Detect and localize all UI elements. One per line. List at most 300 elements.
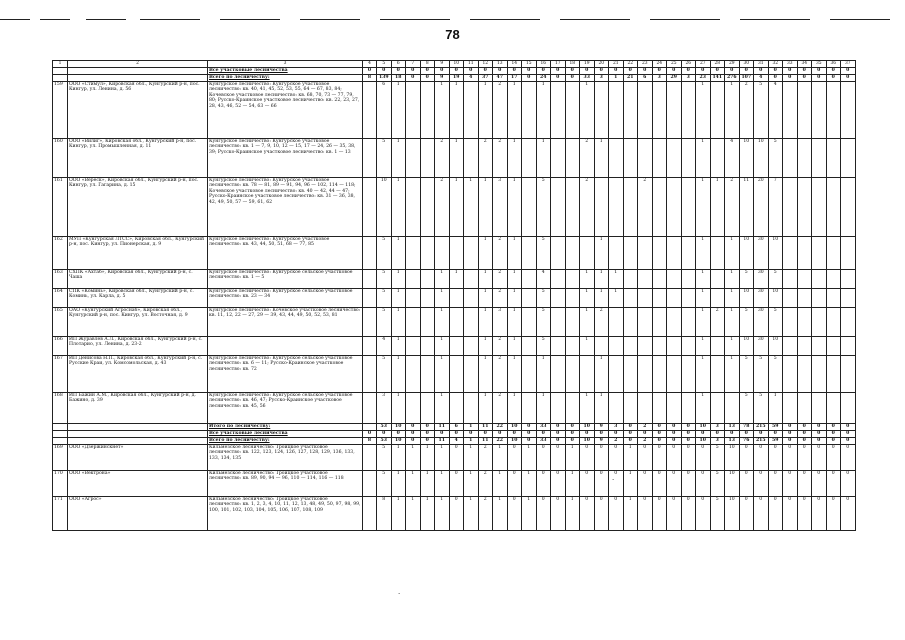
scan-mark: · (612, 476, 615, 484)
value-cell: 1 (594, 288, 609, 307)
value-cell (522, 288, 537, 307)
value-cell: 33 (536, 437, 551, 444)
value-cell: 4 (464, 74, 479, 81)
value-cell (363, 496, 377, 530)
value-cell (363, 236, 377, 269)
column-number: 4 (363, 61, 377, 68)
value-cell (841, 138, 856, 177)
value-cell (638, 336, 653, 355)
value-cell: 0 (696, 67, 711, 74)
value-cell (609, 392, 624, 423)
value-cell: 1 (725, 288, 740, 307)
column-number: 28 (710, 61, 725, 68)
organization: ООО «Вектрона» (68, 470, 208, 496)
value-cell: 0 (623, 430, 638, 437)
value-cell: 1 (696, 81, 711, 138)
scan-mark: · (398, 590, 401, 598)
value-cell (565, 392, 580, 423)
value-cell: 2 (638, 423, 653, 430)
row-number: 160 (53, 138, 68, 177)
organization: ИП Журавлев А.Л., Кировская обл., Кунгурский р-н, с. Плотарио, ул. Ленина, д. 23-2 (68, 336, 208, 355)
value-cell (522, 138, 537, 177)
value-cell: 0 (783, 74, 798, 81)
value-cell (797, 392, 812, 423)
value-cell: 0 (710, 430, 725, 437)
value-cell (841, 307, 856, 336)
value-cell: 0 (812, 423, 827, 430)
value-cell: 1 (391, 444, 406, 470)
value-cell (652, 355, 667, 392)
forest-areas: Кильмезское лесничество: Троицкое участковое лесничество: кв. 89, 90, 94 — 96, 110 — 114, 116 — 118 (208, 470, 363, 496)
value-cell: 0 (565, 437, 580, 444)
value-cell: 4 (768, 81, 783, 138)
value-cell: 1 (565, 444, 580, 470)
value-cell: 10 (391, 423, 406, 430)
value-cell: 1 (406, 496, 421, 530)
value-cell: 0 (522, 67, 537, 74)
table-row (53, 392, 856, 423)
page-number: 78 (445, 27, 460, 42)
value-cell: 0 (681, 430, 696, 437)
value-cell: 1 (725, 81, 740, 138)
value-cell (363, 177, 377, 236)
value-cell (783, 236, 798, 269)
value-cell: 2 (638, 177, 653, 236)
organization: ООО «Вереск», Кировская обл., Кунгурский р-н, пос. Кингур, ул. Гагарина, д. 15 (68, 177, 208, 236)
value-cell: 10 (391, 437, 406, 444)
value-cell: 0 (739, 67, 754, 74)
value-cell (710, 269, 725, 288)
value-cell (623, 81, 638, 138)
value-cell: 0 (652, 444, 667, 470)
value-cell (551, 81, 566, 138)
value-cell: 6 (449, 423, 464, 430)
value-cell (812, 336, 827, 355)
value-cell: 1 (478, 288, 493, 307)
table-row (53, 288, 856, 307)
value-cell (464, 269, 479, 288)
value-cell: 0 (464, 67, 479, 74)
value-cell: 0 (565, 423, 580, 430)
value-cell (681, 307, 696, 336)
forest-areas (208, 336, 363, 355)
value-cell: 0 (420, 423, 435, 430)
organization (68, 423, 208, 430)
value-cell (363, 307, 377, 336)
value-cell: 1 (507, 81, 522, 138)
value-cell (420, 81, 435, 138)
value-cell: 11 (435, 437, 450, 444)
value-cell (667, 355, 682, 392)
value-cell: 1 (594, 269, 609, 288)
value-cell (551, 307, 566, 336)
column-number: 19 (580, 61, 595, 68)
forest-areas: Кунгурское лесничество: Кунгурское сельское участковое лесничество: кв. 23 — 34 (208, 288, 363, 307)
value-cell: 0 (420, 67, 435, 74)
table-row (53, 138, 856, 177)
value-cell (565, 269, 580, 288)
value-cell: 0 (565, 67, 580, 74)
value-cell: 0 (420, 430, 435, 437)
value-cell: 0 (507, 430, 522, 437)
column-number: 22 (623, 61, 638, 68)
value-cell: 0 (435, 430, 450, 437)
value-cell: 1 (391, 470, 406, 496)
value-cell: 0 (783, 470, 798, 496)
value-cell: 20 (754, 177, 769, 236)
value-cell (522, 81, 537, 138)
value-cell: 11 (739, 177, 754, 236)
value-cell: 2 (478, 470, 493, 496)
value-cell: 0 (391, 430, 406, 437)
value-cell: 1 (696, 236, 711, 269)
value-cell (812, 288, 827, 307)
value-cell: 0 (638, 470, 653, 496)
value-cell (363, 138, 377, 177)
value-cell: 5 (536, 177, 551, 236)
value-cell: 3 (710, 423, 725, 430)
value-cell (797, 355, 812, 392)
value-cell: 0 (841, 437, 856, 444)
value-cell: 0 (638, 430, 653, 437)
row-number: 164 (53, 288, 68, 307)
value-cell: 0 (652, 437, 667, 444)
value-cell: 2 (739, 81, 754, 138)
value-cell: 5 (710, 444, 725, 470)
value-cell: 1 (464, 423, 479, 430)
value-cell: 0 (739, 496, 754, 530)
row-number: 161 (53, 177, 68, 236)
value-cell: 0 (580, 67, 595, 74)
column-number: 18 (565, 61, 580, 68)
value-cell: 5 (710, 496, 725, 530)
value-cell: 5 (377, 138, 392, 177)
value-cell: 0 (667, 496, 682, 530)
value-cell: 19 (449, 74, 464, 81)
value-cell: 1 (435, 307, 450, 336)
value-cell (652, 177, 667, 236)
forest-areas: Кунгурское лесничество: Кунгурское участковое лесничество: кв. 40, 41, 45, 52, 53, 55, 64 — 67, 83, 84; Кочевское участковое лесничество: кв. 68, 70, 73 — 77, 79, 80; Русско-Краинское участковое лесничество: кв. 22, 23, 27, 28, 43, 46, 52 — 54, 63 — 66 (208, 81, 363, 138)
value-cell (826, 177, 841, 236)
value-cell: 1 (536, 138, 551, 177)
value-cell: 5 (768, 307, 783, 336)
value-cell: 1 (594, 138, 609, 177)
value-cell: 5 (377, 288, 392, 307)
value-cell: 3 (493, 307, 508, 336)
value-cell (826, 236, 841, 269)
value-cell: 22 (493, 423, 508, 430)
value-cell (652, 81, 667, 138)
value-cell: 10 (377, 177, 392, 236)
value-cell: 0 (652, 67, 667, 74)
organization (68, 437, 208, 444)
forest-areas: Кунгурское лесничество: Кунгурское сельское участковое лесничество: кв. 46, 47; Русско-Краинское участковое лесничество: кв. 45, 56 (208, 392, 363, 423)
value-cell (406, 177, 421, 236)
value-cell: 1 (493, 496, 508, 530)
forest-areas: Кунгурское лесничество: Кунгурское участковое лесничество: кв. 78 — 81, 89 — 91, 94, 96 — 102, 114 — 118; Кочевское участковое лесничество: кв. 40 — 42, 44 — 47; Русско-Краинское участковое лесничество: кв. 31 — 36, 38, 42, 49, 50, 57 — 59, 61, 62 (208, 177, 363, 236)
column-number: 15 (522, 61, 537, 68)
column-number: 33 (783, 61, 798, 68)
value-cell (812, 392, 827, 423)
value-cell: 1 (507, 307, 522, 336)
value-cell: 0 (522, 437, 537, 444)
value-cell (449, 307, 464, 336)
value-cell (681, 138, 696, 177)
value-cell: 1 (696, 336, 711, 355)
value-cell: 1 (725, 307, 740, 336)
column-number: 14 (507, 61, 522, 68)
column-number: 36 (826, 61, 841, 68)
value-cell: 5 (739, 269, 754, 288)
value-cell (783, 177, 798, 236)
value-cell: 0 (435, 67, 450, 74)
value-cell: 0 (826, 430, 841, 437)
value-cell: 1 (391, 355, 406, 392)
value-cell: 0 (406, 67, 421, 74)
row-number: 170 (53, 470, 68, 496)
value-cell: 53 (377, 437, 392, 444)
value-cell: 0 (449, 430, 464, 437)
value-cell: 1 (391, 336, 406, 355)
value-cell: 0 (826, 437, 841, 444)
value-cell (812, 307, 827, 336)
value-cell: 59 (768, 423, 783, 430)
value-cell (667, 138, 682, 177)
value-cell (420, 392, 435, 423)
value-cell (797, 177, 812, 236)
value-cell: 2 (435, 138, 450, 177)
value-cell: 37 (478, 74, 493, 81)
value-cell (710, 288, 725, 307)
value-cell: 0 (797, 496, 812, 530)
column-number: 34 (797, 61, 812, 68)
value-cell (826, 81, 841, 138)
value-cell: 0 (754, 470, 769, 496)
value-cell: 30 (754, 269, 769, 288)
value-cell (638, 307, 653, 336)
value-cell: 0 (768, 67, 783, 74)
value-cell: 0 (652, 430, 667, 437)
value-cell (363, 355, 377, 392)
value-cell: 1 (580, 307, 595, 336)
value-cell (435, 236, 450, 269)
value-cell (522, 236, 537, 269)
value-cell (652, 269, 667, 288)
value-cell: 5 (377, 307, 392, 336)
value-cell: 0 (406, 437, 421, 444)
value-cell (623, 236, 638, 269)
row-number: 159 (53, 81, 68, 138)
value-cell: 1 (580, 269, 595, 288)
value-cell: 1 (609, 269, 624, 288)
value-cell: 21 (623, 74, 638, 81)
value-cell: 2 (478, 138, 493, 177)
value-cell: 0 (768, 444, 783, 470)
value-cell: 0 (841, 74, 856, 81)
value-cell: 0 (768, 74, 783, 81)
value-cell: 1 (696, 269, 711, 288)
value-cell: 0 (609, 444, 624, 470)
value-cell (551, 138, 566, 177)
value-cell: 0 (522, 423, 537, 430)
value-cell (522, 307, 537, 336)
value-cell: 5 (768, 355, 783, 392)
value-cell: 0 (363, 67, 377, 74)
value-cell: 18 (391, 74, 406, 81)
value-cell: 0 (841, 423, 856, 430)
table-row (53, 236, 856, 269)
value-cell: 215 (754, 423, 769, 430)
value-cell: 0 (406, 74, 421, 81)
value-cell (710, 392, 725, 423)
value-cell: 1 (725, 355, 740, 392)
value-cell: 6 (638, 74, 653, 81)
value-cell: 2 (493, 236, 508, 269)
value-cell: 5 (739, 307, 754, 336)
value-cell: 1 (623, 470, 638, 496)
value-cell (623, 392, 638, 423)
value-cell: 0 (565, 74, 580, 81)
total-label: Всего по лесничеству: (208, 437, 363, 444)
value-cell (420, 307, 435, 336)
value-cell (797, 288, 812, 307)
value-cell: 10 (739, 336, 754, 355)
value-cell: 0 (565, 430, 580, 437)
value-cell: 2 (725, 177, 740, 236)
value-cell (826, 269, 841, 288)
value-cell: 1 (507, 269, 522, 288)
value-cell (449, 355, 464, 392)
value-cell (594, 81, 609, 138)
value-cell: 0 (812, 74, 827, 81)
total-label: Всего по лесничеству: (208, 74, 363, 81)
value-cell (406, 288, 421, 307)
column-number: 9 (435, 61, 450, 68)
value-cell: 0 (638, 496, 653, 530)
value-cell (609, 81, 624, 138)
value-cell: 0 (841, 67, 856, 74)
column-number: 8 (420, 61, 435, 68)
value-cell (841, 336, 856, 355)
value-cell: 1 (623, 496, 638, 530)
column-number: 20 (594, 61, 609, 68)
value-cell: 1 (391, 392, 406, 423)
value-cell (797, 269, 812, 288)
value-cell: 0 (406, 430, 421, 437)
value-cell: 2 (594, 307, 609, 336)
value-cell (812, 269, 827, 288)
value-cell (449, 288, 464, 307)
value-cell: 1 (493, 470, 508, 496)
total-row (53, 74, 856, 81)
value-cell (363, 288, 377, 307)
value-cell: 0 (594, 470, 609, 496)
value-cell: 5 (377, 470, 392, 496)
value-cell: 30 (754, 336, 769, 355)
value-cell (638, 392, 653, 423)
value-cell: 0 (681, 470, 696, 496)
value-cell (812, 81, 827, 138)
value-cell (522, 177, 537, 236)
total-row (53, 430, 856, 437)
value-cell: 13 (725, 437, 740, 444)
value-cell (710, 336, 725, 355)
value-cell: 0 (507, 67, 522, 74)
value-cell: 2 (493, 355, 508, 392)
value-cell: 1 (478, 269, 493, 288)
value-cell: 0 (609, 67, 624, 74)
value-cell: 0 (478, 67, 493, 74)
value-cell: 0 (391, 67, 406, 74)
column-number: 2 (68, 61, 208, 68)
value-cell: 1 (507, 236, 522, 269)
value-cell: 0 (667, 67, 682, 74)
value-cell: 0 (363, 430, 377, 437)
value-cell: 1 (507, 336, 522, 355)
value-cell (363, 444, 377, 470)
value-cell: 30 (754, 288, 769, 307)
value-cell: 0 (594, 496, 609, 530)
value-cell (551, 392, 566, 423)
value-cell: 53 (377, 423, 392, 430)
value-cell (652, 138, 667, 177)
value-cell: 33 (536, 423, 551, 430)
column-number: 10 (449, 61, 464, 68)
value-cell: 10 (768, 236, 783, 269)
value-cell: 30 (754, 236, 769, 269)
value-cell: 1 (435, 470, 450, 496)
value-cell: 7 (768, 177, 783, 236)
column-number: 31 (754, 61, 769, 68)
value-cell: 0 (797, 430, 812, 437)
value-cell: 78 (739, 423, 754, 430)
value-cell: 0 (783, 437, 798, 444)
column-number: 35 (812, 61, 827, 68)
value-cell (638, 138, 653, 177)
organization: ООО «Вилиг», Кировская обл., Кунгурский р-н, пос. Кингур, ул. Промышленная, д. 11 (68, 138, 208, 177)
value-cell: 1 (464, 444, 479, 470)
value-cell (667, 269, 682, 288)
value-cell: 4 (536, 269, 551, 288)
value-cell: 1 (464, 496, 479, 530)
value-cell: 3 (377, 392, 392, 423)
value-cell: 2 (493, 138, 508, 177)
row-number (53, 437, 68, 444)
value-cell: 1 (507, 355, 522, 392)
value-cell: 1 (449, 81, 464, 138)
value-cell: 0 (826, 74, 841, 81)
value-cell (420, 288, 435, 307)
value-cell: 5 (739, 392, 754, 423)
value-cell: 11 (478, 423, 493, 430)
value-cell: 13 (725, 423, 740, 430)
value-cell (609, 336, 624, 355)
value-cell: 0 (812, 67, 827, 74)
value-cell: 5 (536, 288, 551, 307)
value-cell: 139 (377, 74, 392, 81)
value-cell: 0 (580, 444, 595, 470)
value-cell: 0 (594, 67, 609, 74)
organization: ИП Бажин А.М., Кировская обл., Кунгурский р-н, д. Бажино, д. 39 (68, 392, 208, 423)
table-row (53, 444, 856, 470)
value-cell: 0 (536, 430, 551, 437)
value-cell: 1 (435, 81, 450, 138)
value-cell (841, 177, 856, 236)
value-cell: 2 (493, 336, 508, 355)
value-cell: 3 (652, 74, 667, 81)
value-cell (667, 392, 682, 423)
value-cell (522, 392, 537, 423)
